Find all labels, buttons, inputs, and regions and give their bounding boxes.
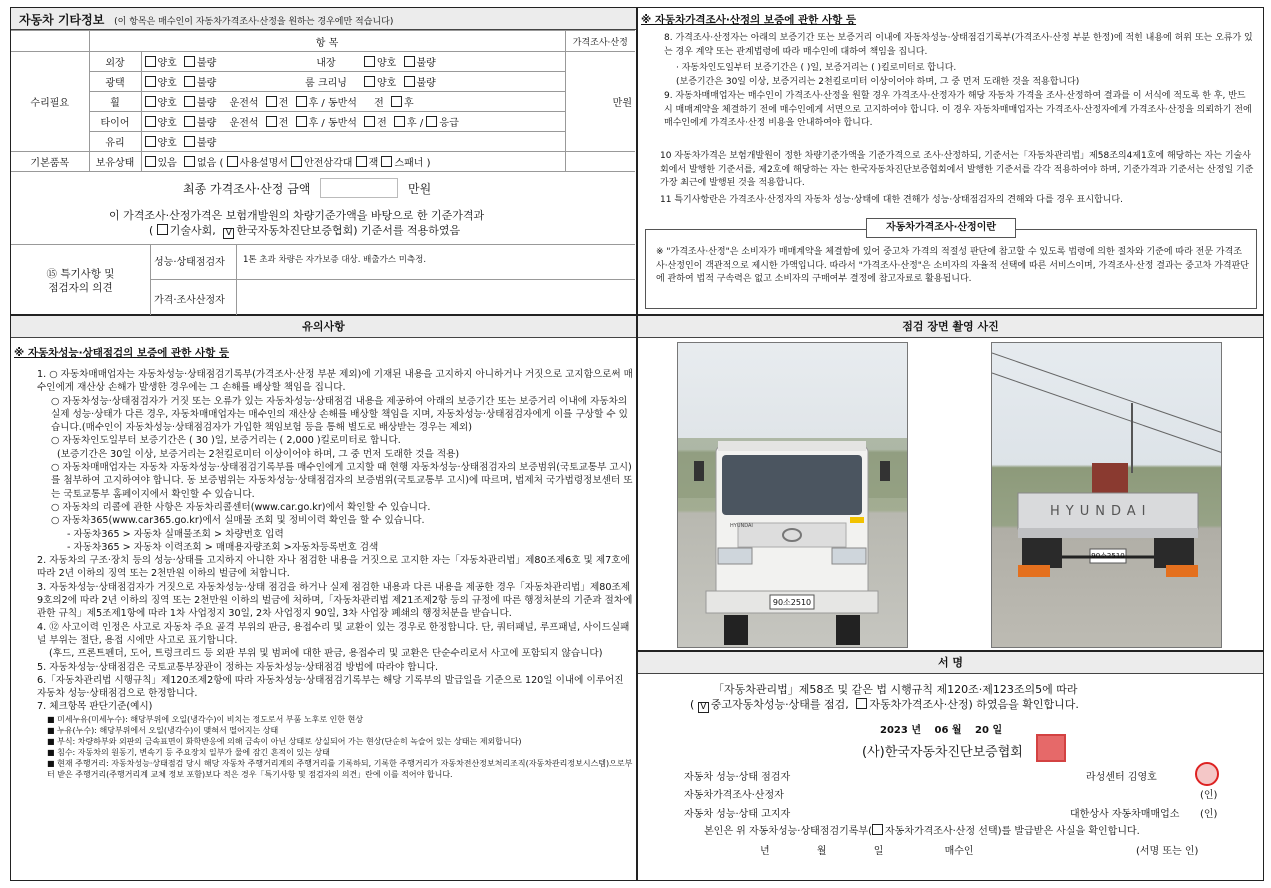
note-item: (후드, 프론트펜더, 도어, 트렁크리드 등 외판 부위 및 범퍼에 대한 판금, 용접수리 및 교환은 단순수리로서 사고에 포함되지 않습니다): [49, 648, 603, 660]
checkbox[interactable]: [296, 116, 307, 127]
front-brand-text: HYUNDAI: [730, 523, 753, 529]
special-section: [11, 244, 635, 314]
final-price-row: [183, 178, 431, 198]
checkbox[interactable]: [145, 96, 156, 107]
buyer-label: 매수인: [944, 846, 974, 857]
sign-day-unit: 일: [992, 725, 1003, 736]
repair-label: 수리필요: [11, 52, 89, 152]
role3-label: 자동차 성능·상태 고지자: [684, 809, 791, 820]
front-plate-text: 90소2510: [772, 598, 812, 607]
signature-org: (사)한국자동차진단보증협회: [862, 745, 1023, 760]
sign-year: 2023: [880, 725, 908, 736]
criteria-list: [37, 714, 633, 780]
checkbox[interactable]: [266, 96, 277, 107]
checkbox[interactable]: [157, 224, 168, 235]
note-item: 4. ⑫ 사고이력 인정은 사고로 자동차 주요 골격 부위의 판금, 용접수리 및 교환이 있는 경우로 한정합니다. 단, 쿼터패널, 루프패널, 사이드실패널 부위는 절단, 용접 시에만 사고로 표기합니다.: [37, 621, 630, 646]
price-warranty-title: ※ 자동차가격조사·산정의 보증에 관한 사항 등: [641, 14, 857, 26]
receipt-date: 년 월 일 매수인: [760, 846, 974, 857]
note-item: 3. 자동차성능·상태점검자가 거짓으로 자동차성능·상태 점검을 하거나 실제 점검한 내용과 다른 내용을 제공한 경우「자동차관리법」제80조제9호의2에 따라 2년 이하의 징역 또는 2천만원 이하의 벌금에 처하며,「자동차관리법 제21조제2항 등의 규정에 따른 행정처분의 기준과 절차에 관한 규칙」제5조제1항에 따라 1차 사업정지 30일, 2차 사업정지 90일, 3차 사업장 폐쇄의 행정처분을 받습니다.: [37, 581, 633, 620]
criteria-item: ■ 미세누유(미세누수): 해당부위에 오일(냉각수)이 비치는 정도로서 부품 노후로 인한 현상: [47, 714, 364, 724]
row-label: 내장: [291, 52, 361, 72]
checkbox[interactable]: [145, 56, 156, 67]
row-label: 휠: [89, 92, 141, 112]
price-warranty-panel: [637, 7, 1264, 315]
checkbox[interactable]: [404, 56, 415, 67]
inspector-seal: [1195, 762, 1219, 786]
other-info-panel: [10, 7, 637, 315]
checkbox[interactable]: [184, 76, 195, 87]
checkbox[interactable]: [364, 116, 375, 127]
note-item: 7. 체크항목 판단기준(예시): [37, 701, 153, 713]
front-photo: [677, 342, 908, 648]
perf-row: [151, 245, 635, 280]
role1-label: 자동차 성능·상태 점검자: [684, 772, 791, 783]
possession-label: 보유상태: [89, 152, 141, 172]
role3-sign: (인): [1200, 809, 1218, 820]
notes-header: 유의사항: [11, 316, 636, 338]
price-info-box-title: 자동차가격조사·산정이란: [866, 218, 1016, 238]
signature-line2: ( V 중고자동차성능·상태를 점검, 자동차가격조사·산정) 하였음을 확인합니다.: [690, 698, 1079, 712]
checkbox[interactable]: [145, 156, 156, 167]
final-price-input[interactable]: [320, 178, 398, 198]
checkbox[interactable]: [391, 96, 402, 107]
photos-header: 점검 장면 촬영 사진: [638, 316, 1263, 338]
perf-text: 1톤 초과 차량은 자가보증 대상. 배출가스 미측정.: [243, 255, 427, 265]
row-label: 외장: [89, 52, 141, 72]
checkbox[interactable]: [364, 56, 375, 67]
checkbox-checked[interactable]: V: [223, 228, 234, 239]
checkbox[interactable]: [227, 156, 238, 167]
other-info-table: 항 목 가격조사·산정 수리필요 외장 양호 불량 내장 양호 불량 만원 광택 양호 불량 룸 크리닝 양호 불량 휠 양호 불량 운전석 전 후 / 동반석 전 후 타이어 양호 불량 운전석 전 후 / 동반석 전 후 / 응급 유리 양호 불량 기본품목 보유상태 있음 없음 ( 사용설명서 안전삼각대 잭 스패너 ): [11, 30, 635, 172]
row-label: 유리: [89, 132, 141, 152]
rear-photo: [991, 342, 1222, 648]
checkbox[interactable]: [184, 156, 195, 167]
checkbox-checked[interactable]: V: [698, 702, 709, 713]
note-item: (보증기간은 30일 이상, 보증거리는 2천킬로미터 이상이어야 하며, 그 중 먼저 도래한 것을 적용): [57, 448, 460, 460]
signature-date: [880, 721, 1002, 736]
basis-line2: ( 기술사회, V 한국자동차진단보증협회) 기준서를 적용하였음: [149, 224, 461, 238]
other-info-header: [11, 8, 636, 30]
row-label: 타이어: [89, 112, 141, 132]
criteria-item: ■ 침수: 자동차의 원동기, 변속기 등 주요장치 일부가 물에 잠긴 흔적이 있는 상태: [47, 747, 330, 757]
item-11: 11 특기사항란은 가격조사·산정자의 자동차 성능·상태에 대한 견해가 성능·상태점검자의 견해와 다를 경우 표시합니다.: [660, 195, 1123, 205]
note-item: 1. ○ 자동차매매업자는 자동차성능·상태점검기록부(가격조사·산정 부분 제외)에 기재된 내용을 고지하지 아니하거나 거짓으로 고지함으로써 매수인에게 재산상 손해가 발생한 경우에는 그 손해를 배상할 책임을 집니다.: [37, 369, 633, 394]
checkbox[interactable]: [266, 116, 277, 127]
price-info-box: [645, 222, 1257, 309]
checkbox[interactable]: [184, 136, 195, 147]
checkbox[interactable]: [145, 76, 156, 87]
checkbox[interactable]: [381, 156, 392, 167]
other-info-title: 자동차 기타정보: [19, 13, 105, 27]
note-item: - 자동차365 > 자동차 실매물조회 > 차량번호 입력: [67, 528, 284, 540]
note-item: - 자동차365 > 자동차 이력조회 > 매매용자량조회 >자동차등록번호 검색: [67, 541, 379, 553]
role1-name: 라성센터 김영호: [1086, 772, 1157, 783]
price-info-box-text: ※ "가격조사·산정"은 소비자가 매매계약을 체결함에 있어 중고차 가격의 적절성 판단에 참고할 수 있도록 법령에 의한 절차와 기준에 따라 전문 가격조사·산정인이 객관적으로 제시한 가액입니다. 따라서 "가격조사·산정"은 소비자의 자율적 선택에 따른 서비스이며, 가격조사·산정 결과는 중고차 가격판단에 관하여 법적 구속력은 없고 소비자의 구매여부 결정에 참고자료로 활용됩니다.: [656, 247, 1249, 284]
note-item: 2. 자동차의 구조·장치 등의 성능·상태를 고지하지 아니한 자나 점검한 내용을 거짓으로 고지한 자는「자동차관리법」제80조제6호 및 제7호에 따라 2년 이하의 징역 또는 2천만원 이하의 벌금에 처합니다.: [37, 555, 630, 580]
role2-sign: (인): [1200, 790, 1218, 801]
checkbox[interactable]: [856, 698, 867, 709]
other-info-note: (이 항목은 매수인이 자동차가격조사·산정을 원하는 경우에만 적습니다): [114, 17, 394, 27]
rear-brand-text: HYUNDAI: [1050, 504, 1152, 519]
rear-plate-text: 90소2510: [1091, 552, 1125, 560]
org-stamp: [1036, 734, 1066, 762]
receipt-line: 본인은 위 자동차성능·상태점검기록부( 자동차가격조사·산정 선택)를 발급받은 사실을 확인합니다.: [704, 826, 1140, 837]
note-item: ○ 자동차인도일부터 보증기간은 ( 30 )일, 보증거리는 ( 2,000 )킬로미터로 합니다.: [51, 435, 401, 447]
checkbox[interactable]: [145, 116, 156, 127]
checkbox[interactable]: [364, 76, 375, 87]
checkbox[interactable]: [145, 136, 156, 147]
signature-panel: [637, 651, 1264, 881]
signature-header: 서 명: [638, 652, 1263, 674]
won-label: 만원: [565, 52, 635, 152]
final-price-label: 최종 가격조사·산정 금액: [183, 182, 311, 196]
note-item: ○ 자동차매매업자는 자동차 자동차성능·상태점검기록부를 매수인에게 고지할 때 현행 자동차성능·상태점검자의 보증범위(국토교통부 고시)를 첨부하여 고지하여야 합니다. 동 보증범위는 자동차성능·상태점검자의 보증범위(국토교통부 고시)에 따르며, 법제처 국가법령정보센터 또는 국토교통부 홈페이지에서 확인할 수 있습니다.: [51, 462, 633, 500]
checkbox[interactable]: [184, 116, 195, 127]
sign-month-unit: 월: [951, 725, 962, 736]
note-item: 6.「자동차관리법 시행규칙」제120조제2항에 따라 자동차성능·상태점검기록부는 해당 기록부의 발급일을 기준으로 120일 이내에 이루어진 자동차 성능·상태점검으로 한정합니다.: [37, 674, 624, 700]
perf-label: 성능·상태점검자: [151, 245, 237, 280]
checkbox[interactable]: [394, 116, 405, 127]
item-8-sub1: · 자동차인도일부터 보증기간은 ( )일, 보증거리는 ( )킬로미터로 합니다.: [676, 63, 957, 73]
basic-label: 기본품목: [11, 152, 89, 172]
sign-month: 06: [934, 725, 949, 736]
row-label: 광택: [89, 72, 141, 92]
price-label: 가격·조사산정자: [151, 280, 237, 315]
item-8-sub2: (보증기간은 30일 이상, 보증거리는 2천킬로미터 이상이어야 하며, 그 중 먼저 도래한 것을 적용합니다): [676, 77, 1080, 87]
special-label: ⑮ 특기사항 및 점검자의 의견: [11, 245, 151, 315]
basis-line1: 이 가격조사·산정가격은 보험개발원의 차량기준가액을 바탕으로 한 기준가격과: [109, 209, 485, 222]
checkbox[interactable]: [426, 116, 437, 127]
checkbox[interactable]: [184, 96, 195, 107]
checkbox[interactable]: [296, 96, 307, 107]
photos-panel: [637, 315, 1264, 651]
final-price-unit: 만원: [408, 182, 432, 196]
col-item: 항 목: [89, 31, 565, 52]
row-label: 룸 크리닝: [291, 72, 361, 92]
role3-name: 대한상사 자동차매매업소: [1070, 809, 1180, 820]
criteria-item: ■ 현재 주행거리: 자동차성능·상태점검 당시 해당 자동차 주행거리계의 주행거리를 기록하되, 기록한 주행거리가 자동차전산정보처리조직(자동차관리정보시스템)으로부터 받은 주행거리(주행거리계 교체 정보 포함)보다 적은 경우「특기사항 및 점검자의 의견」란에 이를 적어야 합니다.: [47, 758, 633, 779]
price-row: [151, 280, 635, 315]
checkbox[interactable]: [291, 156, 302, 167]
checkbox[interactable]: [184, 56, 195, 67]
item-9: 9. 자동차매매업자는 매수인이 가격조사·산정을 원할 경우 가격조사·산정자가 해당 자동차 가격을 조사·산정하여 결과를 이 서식에 적도록 한 후, 반드시 매매계약을 체결하기 전에 매수인에게 서면으로 고지하여야 합니다. 이 경우 자동차매매업자는 가격조사·산정자에게 가격조사·산정을 의뢰하기 전에 매수인에게 가격조사·산정 비용을 안내하여야 합니다.: [664, 91, 1252, 128]
rear-truck-drawing: [992, 343, 1222, 648]
notes-panel: [10, 315, 637, 881]
notes-title: ※ 자동차성능·상태점검의 보증에 관한 사항 등: [14, 347, 230, 359]
checkbox[interactable]: [356, 156, 367, 167]
buyer-sign: (서명 또는 인): [1136, 846, 1199, 857]
checkbox[interactable]: [404, 76, 415, 87]
item-10: 10 자동차가격은 보험개발원이 정한 차량기준가액을 기준가격으로 조사·산정하되, 기준서는「자동차관리법」제58조의4제1호에 해당하는 자는 기술사회에서 발행한 기준서를, 제2호에 해당하는 자는 한국자동차진단보증협회에서 발행한 기준서를 각각 적용하여야 하며, 기준가격과 기준서는 산정일 기준 가장 최근에 발행된 것을 적용합니다.: [660, 151, 1254, 188]
signature-line1: 「자동차관리법」제58조 및 같은 법 시행규칙 제120조·제123조의5에 따라: [713, 683, 1078, 696]
note-item: ○ 자동차성능·상태점검자가 거짓 또는 오류가 있는 자동차성능·상태점검 내용을 제공하여 아래의 보증기간 또는 보증거리 이내에 자동차의 실제 성능·상태가 다른 경우, 자동차매매업자는 매수인의 재산상 손해를 배상할 책임을 지며, 자동차성능·상태점검자에게 이를 구상할 수 있습니다.(매수인이 자동차성능·상태점검자가 가입한 책임보험 등을 통해 별도로 배상받는 경우는 제외): [51, 395, 628, 434]
note-item: ○ 자동차의 리콜에 관한 사항은 자동차리콜센터(www.car.go.kr)에서 확인할 수 있습니다.: [51, 501, 431, 513]
col-price: 가격조사·산정: [565, 31, 635, 52]
note-item: ○ 자동차365(www.car365.go.kr)에서 실매물 조회 및 정비이력 확인을 할 수 있습니다.: [51, 515, 425, 527]
criteria-item: ■ 누유(누수): 해당부위에서 오일(냉각수)이 맺혀서 떨어지는 상태: [47, 725, 279, 735]
sign-day: 20: [975, 725, 989, 736]
role2-label: 자동차가격조사·산정자: [684, 790, 784, 801]
checkbox[interactable]: [872, 824, 883, 835]
item-8: 8. 가격조사·산정자는 아래의 보증기간 또는 보증거리 이내에 자동차성능·상태점검기록부(가격조사·산정 부분 한정)에 적힌 내용에 허위 또는 오류가 있는 경우 계약 또는 관계법령에 따라 매수인에 대하여 책임을 집니다.: [664, 33, 1253, 57]
notes-body: [37, 368, 633, 780]
criteria-item: ■ 부식: 차량하부와 외판의 금속표면이 화학반응에 의해 금속이 아닌 상태로 상실되어 가는 현상(단순히 녹슬어 있는 상태는 제외합니다): [47, 736, 522, 746]
note-item: 5. 자동차성능·상태점검은 국토교통부장관이 정하는 자동차성능·상태점검 방법에 따라야 합니다.: [37, 661, 439, 673]
sign-year-unit: 년: [911, 725, 921, 736]
